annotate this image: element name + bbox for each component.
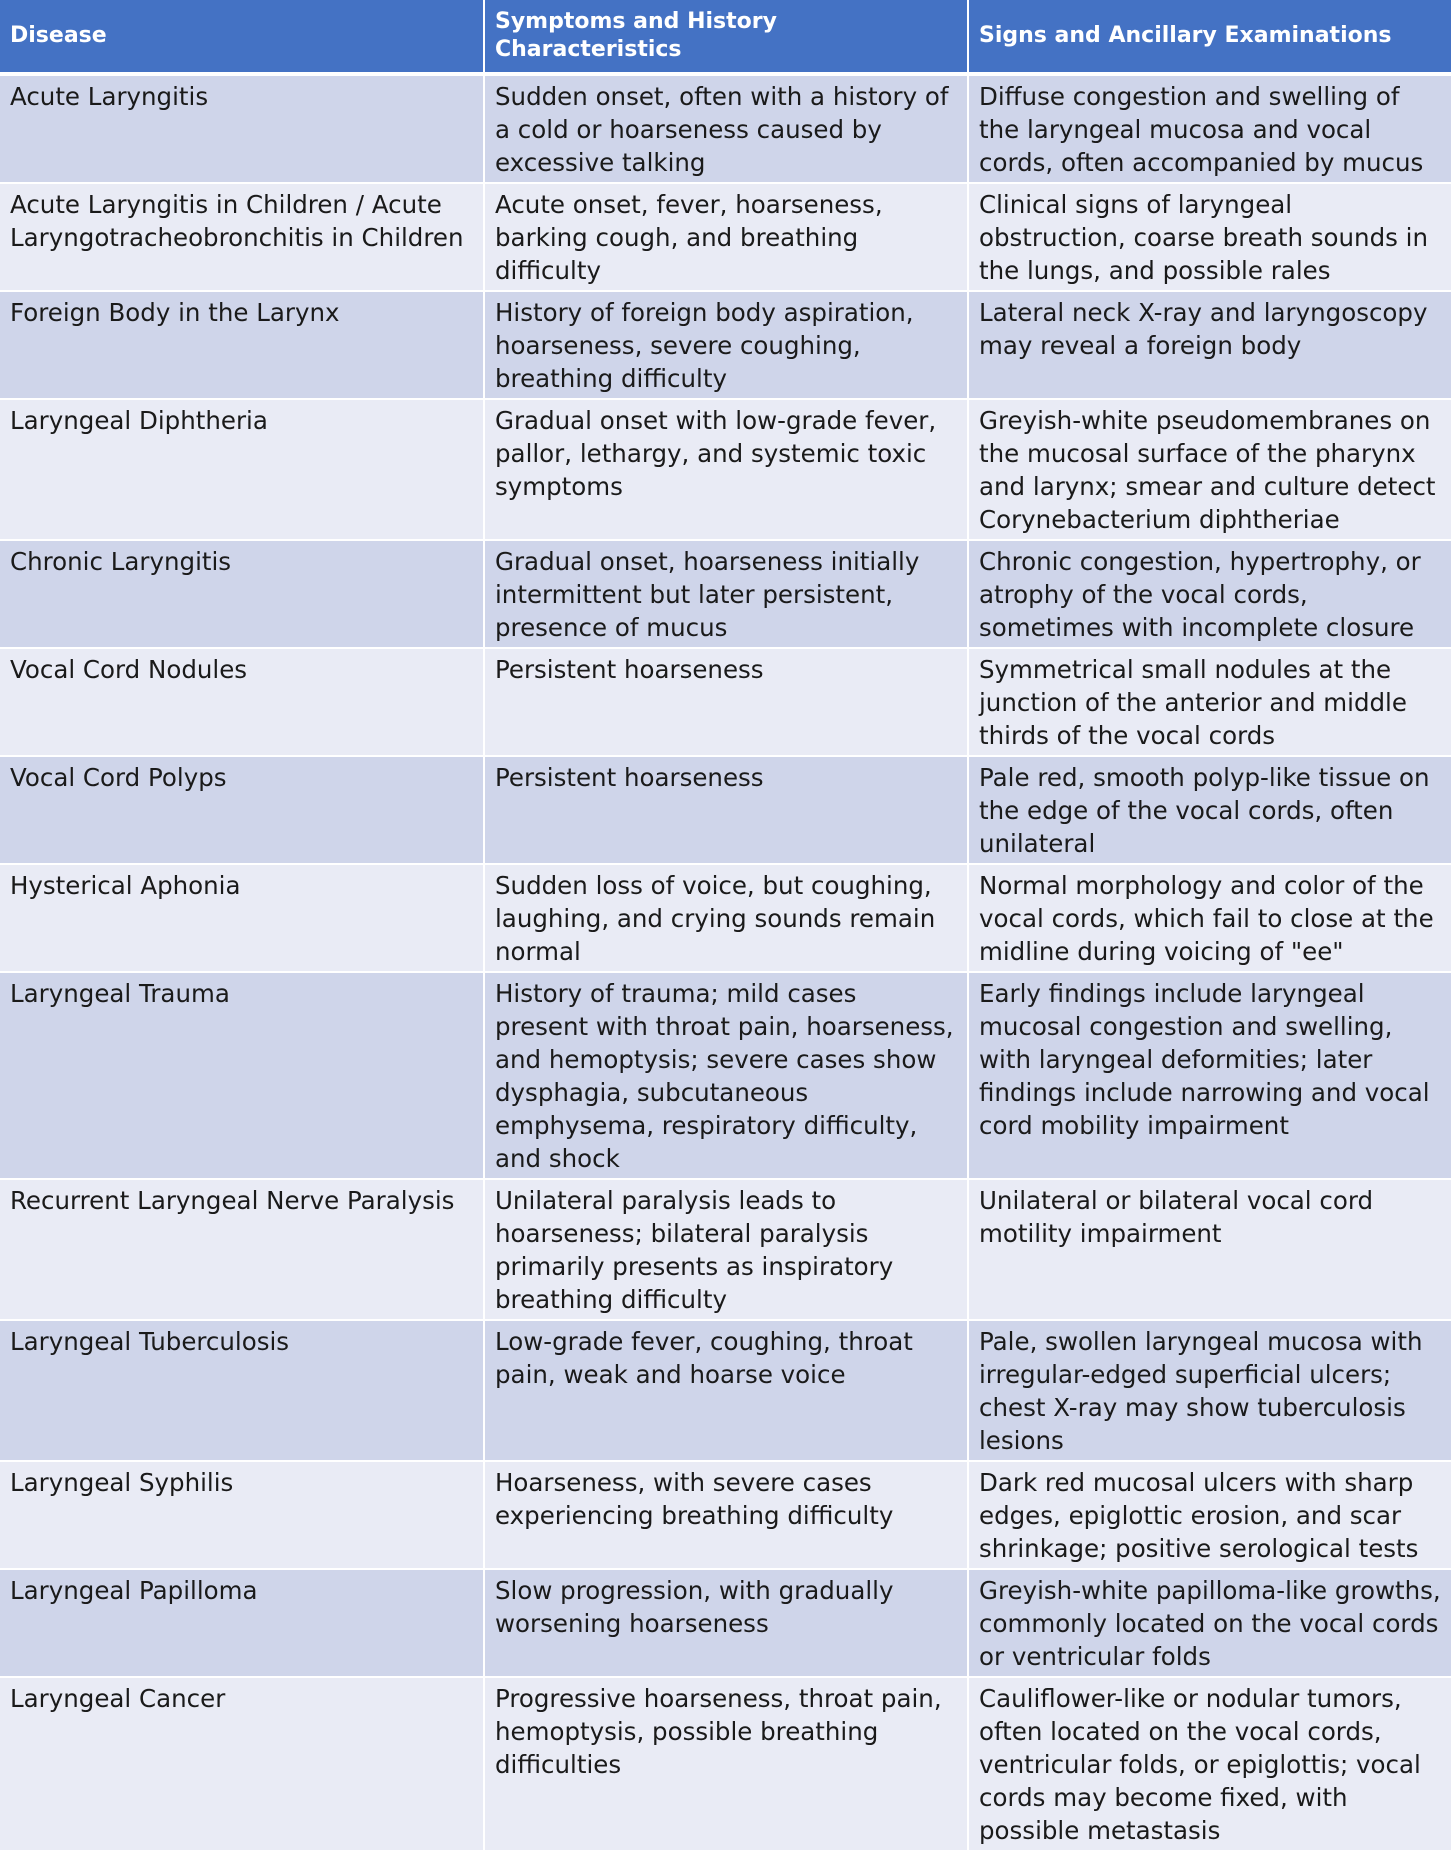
- header-signs: Signs and Ancillary Examinations: [968, 0, 1451, 74]
- header-symptoms: Symptoms and History Characteristics: [484, 0, 968, 74]
- symptoms-cell: Sudden onset, often with a history of a cold or hoarseness caused by excessive talking: [484, 74, 968, 183]
- table-row: [0, 540, 1451, 648]
- disease-cell: Laryngeal Trauma: [0, 972, 484, 1179]
- table-row: [0, 1569, 1451, 1677]
- table-row: [0, 1320, 1451, 1461]
- table-row: [0, 74, 1451, 183]
- signs-cell: Greyish-white papilloma-like growths, commonly located on the vocal cords or ventricular folds: [968, 1569, 1451, 1677]
- disease-cell: Acute Laryngitis in Children / Acute Laryngotracheobronchitis in Children: [0, 183, 484, 291]
- symptoms-cell: Unilateral paralysis leads to hoarseness; bilateral paralysis primarily presents as inspiratory breathing difficulty: [484, 1179, 968, 1320]
- symptoms-cell: Acute onset, fever, hoarseness, barking cough, and breathing difficulty: [484, 183, 968, 291]
- disease-cell: Laryngeal Diphtheria: [0, 399, 484, 540]
- signs-cell: Symmetrical small nodules at the junction of the anterior and middle thirds of the vocal cords: [968, 648, 1451, 756]
- disease-cell: Acute Laryngitis: [0, 74, 484, 183]
- table-row: [0, 291, 1451, 399]
- disease-cell: Laryngeal Syphilis: [0, 1461, 484, 1569]
- symptoms-cell: Slow progression, with gradually worsening hoarseness: [484, 1569, 968, 1677]
- symptoms-cell: Gradual onset with low-grade fever, pallor, lethargy, and systemic toxic symptoms: [484, 399, 968, 540]
- signs-cell: Unilateral or bilateral vocal cord motility impairment: [968, 1179, 1451, 1320]
- symptoms-cell: Progressive hoarseness, throat pain, hemoptysis, possible breathing difficulties: [484, 1677, 968, 1851]
- table-row: [0, 864, 1451, 972]
- signs-cell: Lateral neck X-ray and laryngoscopy may reveal a foreign body: [968, 291, 1451, 399]
- table-row: [0, 1461, 1451, 1569]
- table-row: [0, 648, 1451, 756]
- header-row: [0, 0, 1451, 74]
- signs-cell: Dark red mucosal ulcers with sharp edges, epiglottic erosion, and scar shrinkage; positive serological tests: [968, 1461, 1451, 1569]
- signs-cell: Clinical signs of laryngeal obstruction, coarse breath sounds in the lungs, and possible rales: [968, 183, 1451, 291]
- table-row: [0, 399, 1451, 540]
- signs-cell: Pale, swollen laryngeal mucosa with irregular-edged superficial ulcers; chest X-ray may show tuberculosis lesions: [968, 1320, 1451, 1461]
- disease-cell: Laryngeal Papilloma: [0, 1569, 484, 1677]
- signs-cell: Chronic congestion, hypertrophy, or atrophy of the vocal cords, sometimes with incomplete closure: [968, 540, 1451, 648]
- symptoms-cell: Sudden loss of voice, but coughing, laughing, and crying sounds remain normal: [484, 864, 968, 972]
- disease-cell: Vocal Cord Nodules: [0, 648, 484, 756]
- symptoms-cell: Gradual onset, hoarseness initially intermittent but later persistent, presence of mucus: [484, 540, 968, 648]
- table-row: [0, 756, 1451, 864]
- signs-cell: Diffuse congestion and swelling of the laryngeal mucosa and vocal cords, often accompanied by mucus: [968, 74, 1451, 183]
- symptoms-cell: History of foreign body aspiration, hoarseness, severe coughing, breathing difficulty: [484, 291, 968, 399]
- symptoms-cell: Hoarseness, with severe cases experiencing breathing difficulty: [484, 1461, 968, 1569]
- signs-cell: Pale red, smooth polyp-like tissue on the edge of the vocal cords, often unilateral: [968, 756, 1451, 864]
- disease-cell: Laryngeal Tuberculosis: [0, 1320, 484, 1461]
- disease-cell: Laryngeal Cancer: [0, 1677, 484, 1851]
- disease-cell: Chronic Laryngitis: [0, 540, 484, 648]
- table-row: [0, 1677, 1451, 1851]
- disease-cell: Recurrent Laryngeal Nerve Paralysis: [0, 1179, 484, 1320]
- disease-cell: Vocal Cord Polyps: [0, 756, 484, 864]
- disease-cell: Foreign Body in the Larynx: [0, 291, 484, 399]
- signs-cell: Cauliflower-like or nodular tumors, often located on the vocal cords, ventricular folds, or epiglottis; vocal cords may become fixed, with possible metastasis: [968, 1677, 1451, 1851]
- symptoms-cell: Persistent hoarseness: [484, 756, 968, 864]
- disease-cell: Hysterical Aphonia: [0, 864, 484, 972]
- signs-cell: Early findings include laryngeal mucosal congestion and swelling, with laryngeal deformities; later findings include narrowing and vocal cord mobility impairment: [968, 972, 1451, 1179]
- table-row: [0, 972, 1451, 1179]
- signs-cell: Greyish-white pseudomembranes on the mucosal surface of the pharynx and larynx; smear and culture detect Corynebacterium diphtheriae: [968, 399, 1451, 540]
- table-row: [0, 1179, 1451, 1320]
- symptoms-cell: Persistent hoarseness: [484, 648, 968, 756]
- table-row: [0, 183, 1451, 291]
- symptoms-cell: History of trauma; mild cases present with throat pain, hoarseness, and hemoptysis; severe cases show dysphagia, subcutaneous emphysema, respiratory difficulty, and shock: [484, 972, 968, 1179]
- signs-cell: Normal morphology and color of the vocal cords, which fail to close at the midline during voicing of "ee": [968, 864, 1451, 972]
- symptoms-cell: Low-grade fever, coughing, throat pain, weak and hoarse voice: [484, 1320, 968, 1461]
- header-disease: Disease: [0, 0, 484, 74]
